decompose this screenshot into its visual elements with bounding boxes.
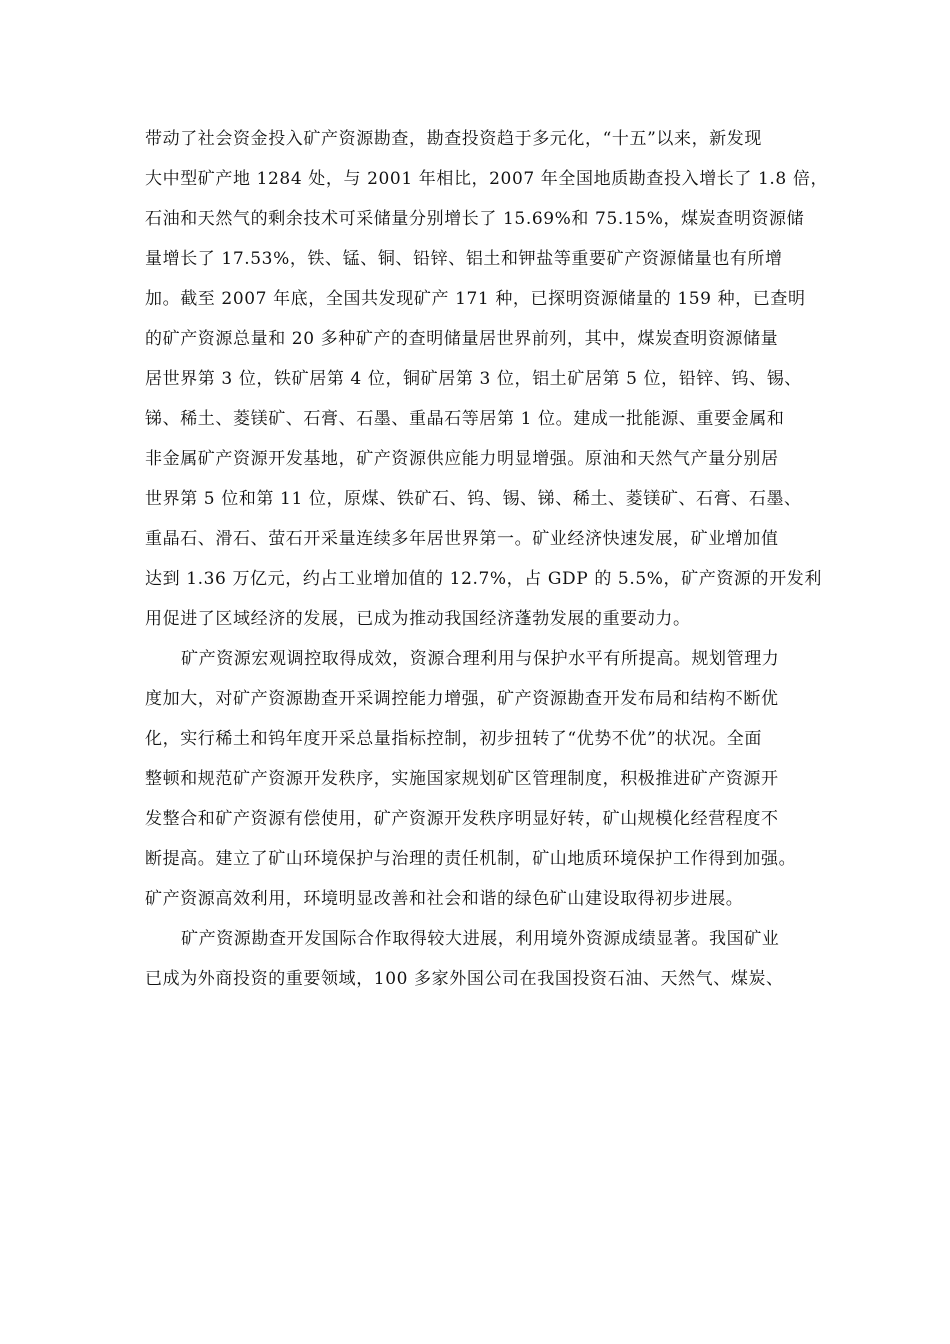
paragraph-start-line: 矿产资源勘查开发国际合作取得较大进展，利用境外资源成绩显著。我国矿业 [181, 929, 780, 949]
text-line: 带动了社会资金投入矿产资源勘查，勘查投资趋于多元化，“十五”以来，新发现 [145, 129, 762, 149]
text-line: 发整合和矿产资源有偿使用，矿产资源开发秩序明显好转，矿山规模化经营程度不 [145, 809, 779, 829]
text-line: 世界第 5 位和第 11 位，原煤、铁矿石、钨、锡、锑、稀土、菱镁矿、石膏、石墨、 [145, 489, 802, 509]
text-line: 度加大，对矿产资源勘查开采调控能力增强，矿产资源勘查开发布局和结构不断优 [145, 689, 779, 709]
text-line: 加。截至 2007 年底，全国共发现矿产 171 种，已探明资源储量的 159 种，已查明 [145, 289, 806, 309]
text-line: 量增长了 17.53%，铁、锰、铜、铅锌、铝土和钾盐等重要矿产资源储量也有所增 [145, 249, 783, 269]
text-line: 矿产资源高效利用，环境明显改善和社会和谐的绿色矿山建设取得初步进展。 [145, 889, 744, 909]
text-line: 居世界第 3 位，铁矿居第 4 位，铜矿居第 3 位，铝土矿居第 5 位，铅锌、钨、锡、 [145, 369, 802, 389]
text-line: 断提高。建立了矿山环境保护与治理的责任机制，矿山地质环境保护工作得到加强。 [145, 849, 797, 869]
text-line: 化，实行稀土和钨年度开采总量指标控制，初步扭转了“优势不优”的状况。全面 [145, 729, 762, 749]
text-line: 重晶石、滑石、萤石开采量连续多年居世界第一。矿业经济快速发展，矿业增加值 [145, 529, 779, 549]
text-line: 已成为外商投资的重要领域，100 多家外国公司在我国投资石油、天然气、煤炭、 [145, 969, 784, 989]
text-line: 非金属矿产资源开发基地，矿产资源供应能力明显增强。原油和天然气产量分别居 [145, 449, 779, 469]
text-line: 整顿和规范矿产资源开发秩序，实施国家规划矿区管理制度，积极推进矿产资源开 [145, 769, 779, 789]
text-line: 石油和天然气的剩余技术可采储量分别增长了 15.69%和 75.15%，煤炭查明资源储 [145, 209, 805, 229]
text-line: 锑、稀土、菱镁矿、石膏、石墨、重晶石等居第 1 位。建成一批能源、重要金属和 [145, 409, 785, 429]
text-line: 达到 1.36 万亿元，约占工业增加值的 12.7%，占 GDP 的 5.5%，矿产资源的开发利 [145, 569, 822, 589]
text-line: 大中型矿产地 1284 处，与 2001 年相比，2007 年全国地质勘查投入增长了 1.8 倍， [145, 169, 829, 189]
document-body [145, 119, 829, 999]
paragraph-start-line: 矿产资源宏观调控取得成效，资源合理利用与保护水平有所提高。规划管理力 [181, 649, 780, 669]
text-line: 用促进了区域经济的发展，已成为推动我国经济蓬勃发展的重要动力。 [145, 609, 691, 629]
text-line: 的矿产资源总量和 20 多种矿产的查明储量居世界前列，其中，煤炭查明资源储量 [145, 329, 779, 349]
